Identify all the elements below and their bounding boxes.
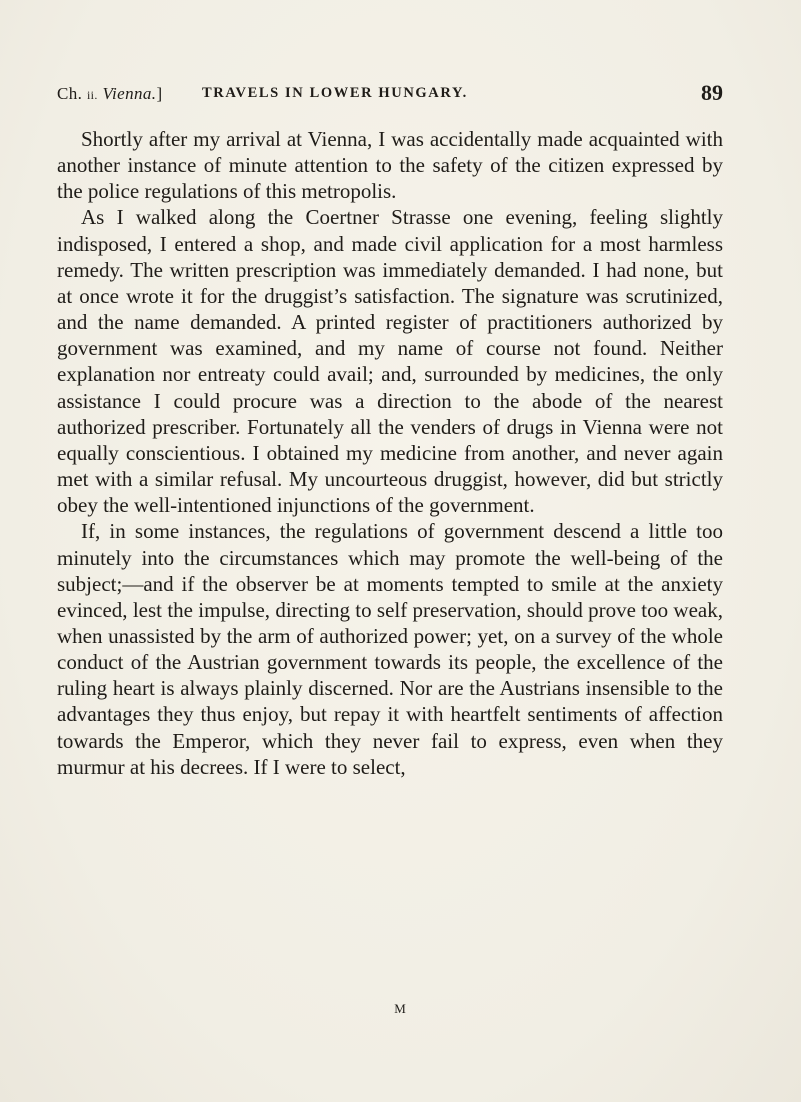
page-number: 89 <box>701 80 723 105</box>
chapter-prefix: Ch. <box>57 84 83 103</box>
paragraph-3: If, in some instances, the regulations of government descend a little too minutely into the circumstances which may promote the well-being of the subject;—and if the observer be at moments tempted to smile at the anxiety evinced, lest the impulse, directing to self preservation, should prove too weak, when unassisted by the arm of authorized power; yet, on a survey of the whole conduct of the Austrian government towards its people, the excellence of the ruling heart is always plainly discerned. Nor are the Austrians insensible to the advantages they thus enjoy, but repay it with heartfelt sentiments of affection towards the Emperor, which they never fail to express, even when they murmur at his decrees. If I were to select, <box>57 519 723 779</box>
signature-mark: M <box>394 1001 407 1016</box>
running-title: TRAVELS IN LOWER HUNGARY. <box>202 85 468 101</box>
chapter-reference <box>57 84 163 104</box>
body-text <box>57 126 723 780</box>
chapter-number: ii. <box>86 88 98 102</box>
paragraph-1: Shortly after my arrival at Vienna, I was accidentally made acquainted with another instance of minute attention to the safety of the citizen expressed by the police regulations of this metropolis. <box>57 127 723 204</box>
paragraph-2: As I walked along the Coertner Strasse one evening, feeling slightly indisposed, I entered a shop, and made civil application for a most harmless remedy. The written prescription was immediately demanded. I had none, but at once wrote it for the druggist’s satisfaction. The signature was scrutinized, and the name demanded. A printed register of practitioners authorized by government was examined, and my name of course not found. Neither explanation nor entreaty could avail; and, surrounded by medicines, the only assistance I could procure was a direction to the abode of the nearest authorized prescriber. Fortunately all the venders of drugs in Vienna were not equally conscientious. I obtained my medicine from another, and never again met with a similar refusal. My uncourteous druggist, however, did but strictly obey the well-intentioned injunctions of the government. <box>57 205 723 518</box>
chapter-bracket: ] <box>156 84 163 103</box>
chapter-place: Vienna. <box>102 84 157 103</box>
running-header <box>57 80 723 114</box>
